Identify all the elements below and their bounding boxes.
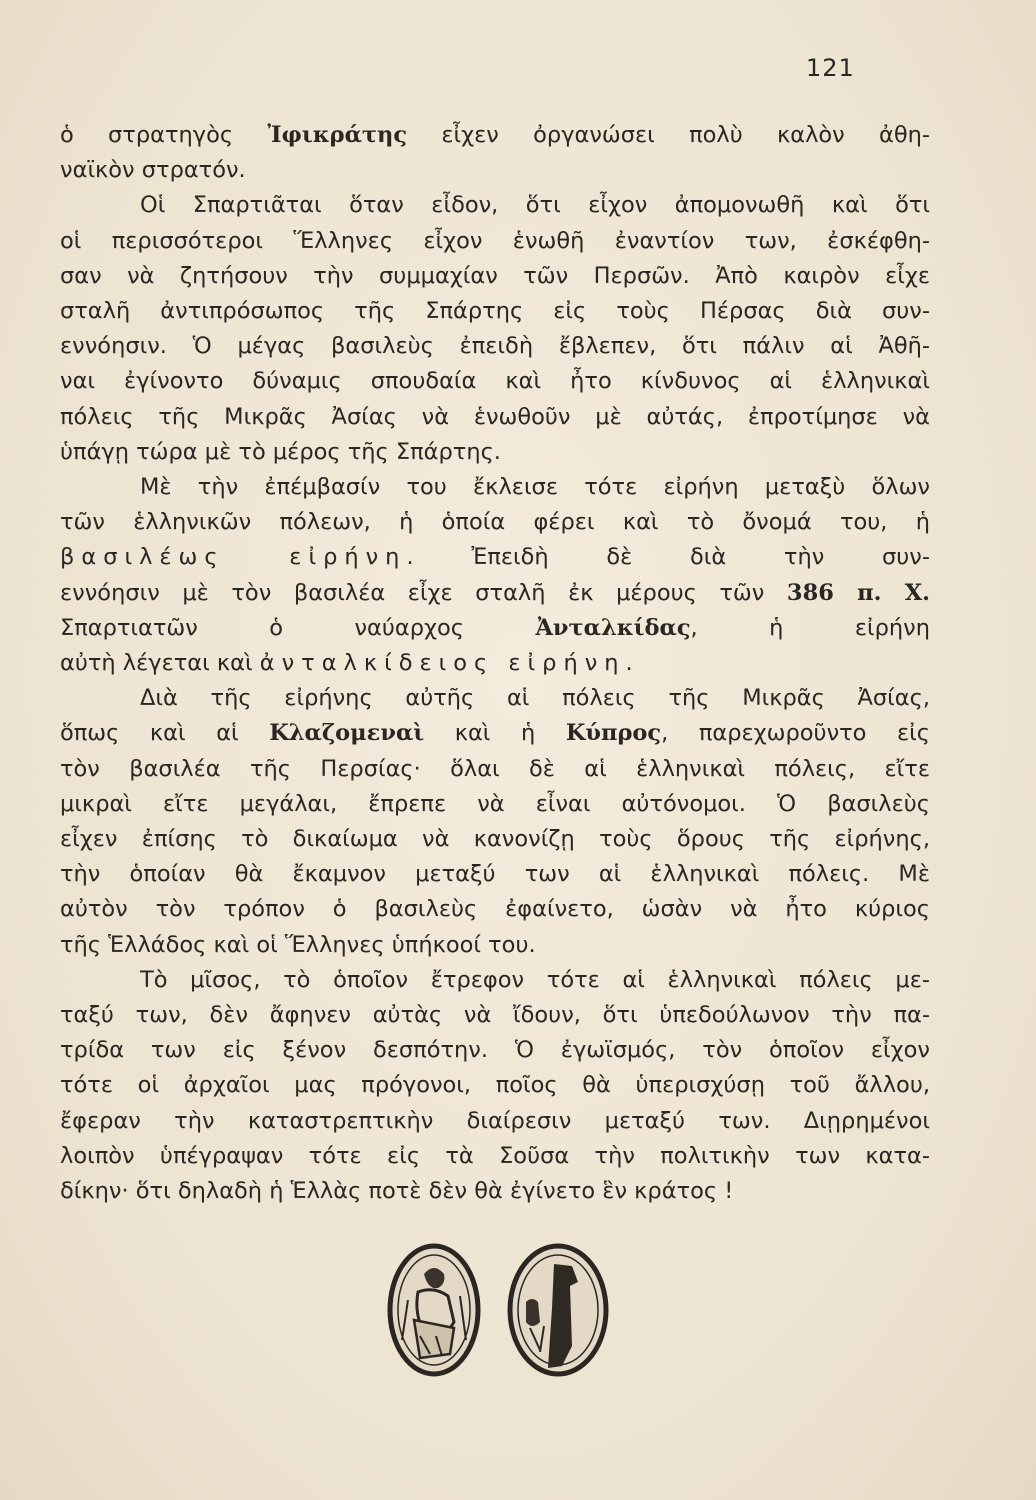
text-run: . Ἐπειδὴ δὲ διὰ τὴν συν- bbox=[406, 544, 930, 571]
text-line bbox=[60, 998, 930, 1033]
paragraph bbox=[60, 681, 930, 963]
paragraph bbox=[60, 963, 930, 1209]
text-line bbox=[60, 716, 930, 751]
text-run: ταξύ των, δὲν ἄφηνεν αὐτὰς νὰ ἴδουν, ὅτι ὑπεδούλωνον τὴν πα- bbox=[60, 1002, 930, 1029]
text-run: Διὰ τῆς εἰρήνης αὐτῆς αἱ πόλεις τῆς Μικρᾶς Ἀσίας, bbox=[140, 685, 930, 712]
text-run: σταλῆ ἀντιπρόσωπος τῆς Σπάρτης εἰς τοὺς Πέρσας διὰ συν- bbox=[60, 298, 930, 325]
text-line bbox=[60, 470, 930, 505]
text-run: Σπαρτιατῶν ὁ ναύαρχος bbox=[60, 614, 536, 641]
text-run: τῆς Ἑλλάδος καὶ οἱ Ἕλληνες ὑπήκοοί του. bbox=[60, 931, 536, 958]
text-line bbox=[60, 1104, 930, 1139]
text-line bbox=[60, 435, 930, 470]
text-run: Τὸ μῖσος, τὸ ὁποῖον ἔτρεφον τότε αἱ ἑλληνικαὶ πόλεις με- bbox=[140, 966, 930, 993]
text-run: ναι ἐγίνοντο δύναμις σπουδαία καὶ ἦτο κίνδυνος αἱ ἑλληνικαὶ bbox=[60, 368, 930, 395]
text-run: καὶ ἡ bbox=[424, 720, 566, 747]
text-line bbox=[60, 400, 930, 435]
text-line bbox=[60, 681, 930, 716]
paragraph bbox=[60, 470, 930, 681]
text-run: σαν νὰ ζητήσουν τὴν συμμαχίαν τῶν Περσῶν. Ἀπὸ καιρὸν εἶχε bbox=[60, 262, 930, 289]
bold-name: Ἰφικράτης bbox=[267, 122, 408, 148]
text-line bbox=[60, 787, 930, 822]
text-line bbox=[60, 576, 930, 611]
text-run: Οἱ Σπαρτιᾶται ὅταν εἶδον, ὅτι εἶχον ἀπομονωθῆ καὶ ὅτι bbox=[140, 192, 930, 219]
text-run: εἶχεν ἐπίσης τὸ δικαίωμα νὰ κανονίζῃ τοὺς ὅρους τῆς εἰρήνης, bbox=[60, 826, 930, 853]
text-run: εννόησιν μὲ τὸν βασιλέα εἶχε σταλῆ ἐκ μέρους τῶν bbox=[60, 579, 787, 606]
gem-right-standing-figure bbox=[510, 1246, 606, 1374]
date-marker: 386 π. Χ. bbox=[786, 579, 930, 606]
text-run: . bbox=[625, 650, 633, 677]
text-line bbox=[60, 1174, 930, 1209]
bold-name: Κλαζομεναὶ bbox=[269, 720, 425, 747]
bold-name: Κύπρος bbox=[565, 720, 662, 747]
bold-name: Ἀνταλκίδας bbox=[535, 614, 691, 641]
text-run: αὐτὸν τὸν τρόπον ὁ βασιλεὺς ἐφαίνετο, ὡσὰν νὰ ἦτο κύριος bbox=[60, 896, 930, 923]
text-run: ὑπάγῃ τώρα μὲ τὸ μέρος τῆς Σπάρτης. bbox=[60, 438, 501, 465]
text-line bbox=[60, 963, 930, 998]
text-run: , ἡ εἰρήνη bbox=[690, 614, 930, 641]
spaced-term: ἀνταλκίδειος εἰρήνη bbox=[259, 650, 626, 677]
text-line bbox=[60, 540, 930, 575]
spaced-term: βασιλέως εἰρήνη bbox=[60, 544, 407, 571]
text-run: λοιπὸν ὑπέγραψαν τότε εἰς τὰ Σοῦσα τὴν πολιτικὴν των κατα- bbox=[60, 1142, 930, 1169]
text-line bbox=[60, 224, 930, 259]
text-run: ὅπως καὶ αἱ bbox=[60, 720, 270, 747]
text-line bbox=[60, 364, 930, 399]
text-run: πόλεις τῆς Μικρᾶς Ἀσίας νὰ ἑνωθοῦν μὲ αὐτάς, ἐπροτίμησε νὰ bbox=[60, 403, 930, 430]
text-line bbox=[60, 118, 930, 153]
text-run: τῶν ἑλληνικῶν πόλεων, ἡ ὁποία φέρει καὶ τὸ ὄνομά του, ἡ bbox=[60, 509, 930, 536]
text-run: , παρεχωροῦντο εἰς bbox=[661, 720, 930, 747]
text-line bbox=[60, 928, 930, 963]
text-line bbox=[60, 752, 930, 787]
text-line bbox=[60, 892, 930, 927]
text-run: τὸν βασιλέα τῆς Περσίας· ὅλαι δὲ αἱ ἑλληνικαὶ πόλεις, εἴτε bbox=[60, 755, 930, 782]
text-run: αὐτὴ λέγεται καὶ bbox=[60, 650, 260, 677]
text-run: ὁ στρατηγὸς bbox=[60, 122, 268, 148]
text-line bbox=[60, 505, 930, 540]
text-line bbox=[60, 188, 930, 223]
text-line bbox=[60, 857, 930, 892]
page-number: 121 bbox=[806, 54, 855, 82]
text-run: μικραὶ εἴτε μεγάλαι, ἔπρεπε νὰ εἶναι αὐτόνομοι. Ὁ βασιλεὺς bbox=[60, 790, 930, 817]
text-run: ναϊκὸν στρατόν. bbox=[60, 157, 246, 184]
text-run: Μὲ τὴν ἐπέμβασίν του ἔκλεισε τότε εἰρήνη μεταξὺ ὅλων bbox=[140, 474, 930, 501]
text-line bbox=[60, 1139, 930, 1174]
text-line bbox=[60, 294, 930, 329]
text-line bbox=[60, 153, 930, 188]
text-run: εννόησιν. Ὁ μέγας βασιλεὺς ἐπειδὴ ἔβλεπεν, ὅτι πάλιν αἱ Ἀθῆ- bbox=[60, 333, 930, 360]
paragraph bbox=[60, 118, 930, 188]
body-text bbox=[60, 118, 930, 1209]
text-line bbox=[60, 329, 930, 364]
text-run: δίκην· ὅτι δηλαδὴ ἡ Ἑλλὰς ποτὲ δὲν θὰ ἐγίνετο ἓν κράτος ! bbox=[60, 1178, 734, 1205]
text-line bbox=[60, 646, 930, 681]
gem-left-seated-figure bbox=[390, 1246, 478, 1374]
text-run: τρίδα των εἰς ξένον δεσπότην. Ὁ ἐγωϊσμός, τὸν ὁποῖον εἶχον bbox=[60, 1037, 930, 1064]
text-line bbox=[60, 611, 930, 646]
text-line bbox=[60, 822, 930, 857]
text-run: τότε οἱ ἀρχαῖοι μας πρόγονοι, ποῖος θὰ ὑπερισχύσῃ τοῦ ἄλλου, bbox=[60, 1072, 930, 1099]
paragraph bbox=[60, 188, 930, 470]
text-line bbox=[60, 1068, 930, 1103]
text-run: ἔφεραν τὴν καταστρεπτικὴν διαίρεσιν μεταξύ των. Διῃρημένοι bbox=[60, 1107, 930, 1134]
text-run: οἱ περισσότεροι Ἕλληνες εἶχον ἑνωθῆ ἐναντίον των, ἐσκέφθη- bbox=[60, 227, 930, 254]
text-line bbox=[60, 259, 930, 294]
text-run: εἶχεν ὀργανώσει πολὺ καλὸν ἀθη- bbox=[407, 122, 930, 148]
text-run: τὴν ὁποίαν θὰ ἔκαμνον μεταξύ των αἱ ἑλληνικαὶ πόλεις. Μὲ bbox=[60, 861, 930, 888]
engraved-gems-illustration bbox=[378, 1240, 618, 1380]
text-line bbox=[60, 1033, 930, 1068]
